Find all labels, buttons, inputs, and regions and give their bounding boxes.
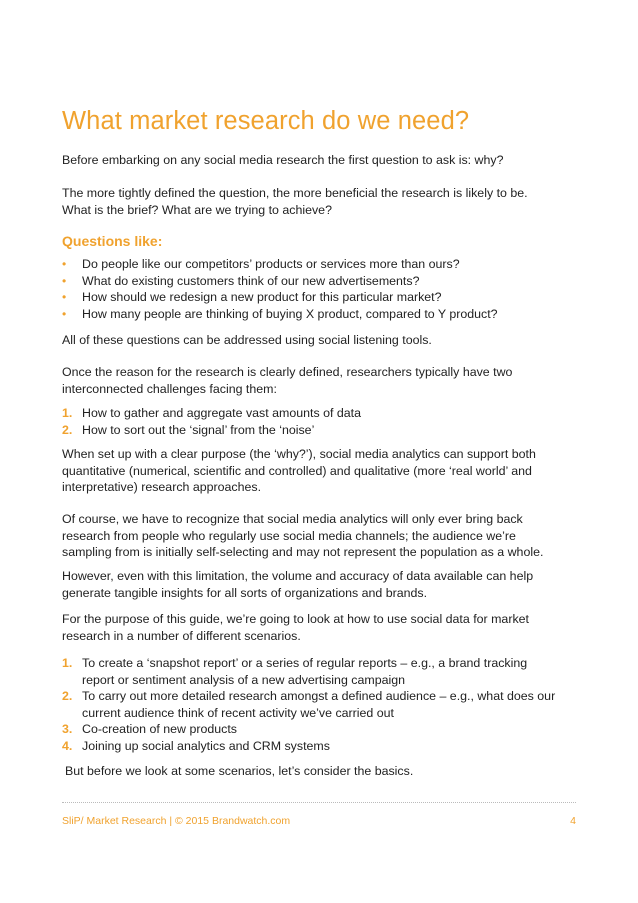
scenario-line: current audience think of recent activity we’ve carried out (82, 705, 394, 720)
course-line-1: Of course, we have to recognize that social media analytics will only ever bring back (62, 512, 523, 526)
scenario-text: Co-creation of new products (82, 722, 237, 736)
footer-text: SliP/ Market Research | © 2015 Brandwatch.com (62, 815, 291, 827)
purpose-line-2: quantitative (numerical, scientific and controlled) and qualitative (more ‘real world’ and (62, 463, 532, 478)
bullet-icon: • (62, 306, 67, 321)
question-text: How many people are thinking of buying X product, compared to Y product? (82, 306, 498, 321)
question-text: How should we redesign a new product for this particular market? (82, 290, 442, 304)
list-number: 1. (62, 656, 73, 670)
question-text: What do existing customers think of our new advertisements? (82, 273, 420, 288)
list-item (62, 688, 582, 721)
purpose-line-1: When set up with a clear purpose (the ‘why?’), social media analytics can support both (62, 447, 536, 461)
footer-divider (62, 802, 576, 803)
however-line-1: However, even with this limitation, the volume and accuracy of data available can help (62, 569, 534, 583)
question-text: Do people like our competitors’ products or services more than ours? (82, 257, 460, 271)
list-number: 1. (62, 406, 73, 420)
questions-heading: Questions like: (62, 233, 163, 249)
purpose-line-3: interpretative) research approaches. (62, 480, 262, 494)
challenges-line-2: interconnected challenges facing them: (62, 381, 277, 396)
list-item (62, 422, 582, 439)
listening-text: All of these questions can be addressed using social listening tools. (62, 333, 432, 347)
list-number: 2. (62, 689, 73, 703)
scenario-line: report or sentiment analysis of a new advertising campaign (82, 672, 406, 687)
list-item (62, 306, 582, 323)
list-item (62, 721, 582, 738)
challenge-text: How to gather and aggregate vast amounts of data (82, 406, 361, 420)
defined-paragraph (62, 185, 582, 218)
bullet-icon: • (62, 273, 67, 288)
guide-paragraph (62, 611, 582, 644)
challenges-line-1: Once the reason for the research is clearly defined, researchers typically have two (62, 365, 513, 379)
list-item (62, 405, 582, 422)
guide-line-1: For the purpose of this guide, we’re going to look at how to use social data for market (62, 612, 529, 626)
challenge-text: How to sort out the ‘signal’ from the ‘noise’ (82, 422, 315, 437)
course-paragraph (62, 511, 582, 561)
page-title: What market research do we need? (62, 107, 470, 135)
list-item (62, 738, 582, 755)
defined-line-2: What is the brief? What are we trying to achieve? (62, 202, 332, 217)
closing-text: But before we look at some scenarios, let’s consider the basics. (65, 764, 414, 778)
list-item (62, 655, 582, 688)
list-item (62, 289, 582, 306)
questions-list (62, 256, 582, 322)
guide-line-2: research in a number of different scenarios. (62, 628, 301, 643)
list-number: 2. (62, 422, 73, 437)
scenarios-list (62, 655, 582, 754)
challenges-list (62, 405, 582, 438)
scenario-line: To carry out more detailed research amongst a defined audience – e.g., what does our (82, 689, 556, 703)
purpose-paragraph (62, 446, 582, 496)
page-number: 4 (570, 815, 576, 827)
scenario-text: Joining up social analytics and CRM systems (82, 738, 330, 753)
challenges-paragraph (62, 364, 582, 397)
course-line-3: sampling from is initially self-selecting and may not represent the population as a whole. (62, 545, 544, 559)
scenario-line: To create a ‘snapshot report’ or a series of regular reports – e.g., a brand tracking (82, 656, 528, 670)
bullet-icon: • (62, 290, 67, 304)
course-line-2: research from people who regularly use social media channels; the audience we’re (62, 528, 516, 543)
defined-line-1: The more tightly defined the question, the more beneficial the research is likely to be. (62, 186, 528, 200)
list-number: 3. (62, 722, 73, 736)
intro-text: Before embarking on any social media research the first question to ask is: why? (62, 153, 504, 167)
list-item (62, 273, 582, 290)
list-number: 4. (62, 738, 73, 753)
list-item (62, 256, 582, 273)
however-line-2: generate tangible insights for all sorts of organizations and brands. (62, 585, 428, 600)
bullet-icon: • (62, 257, 67, 271)
scenario-text (82, 655, 527, 688)
scenario-text (82, 688, 555, 721)
however-paragraph (62, 568, 582, 601)
